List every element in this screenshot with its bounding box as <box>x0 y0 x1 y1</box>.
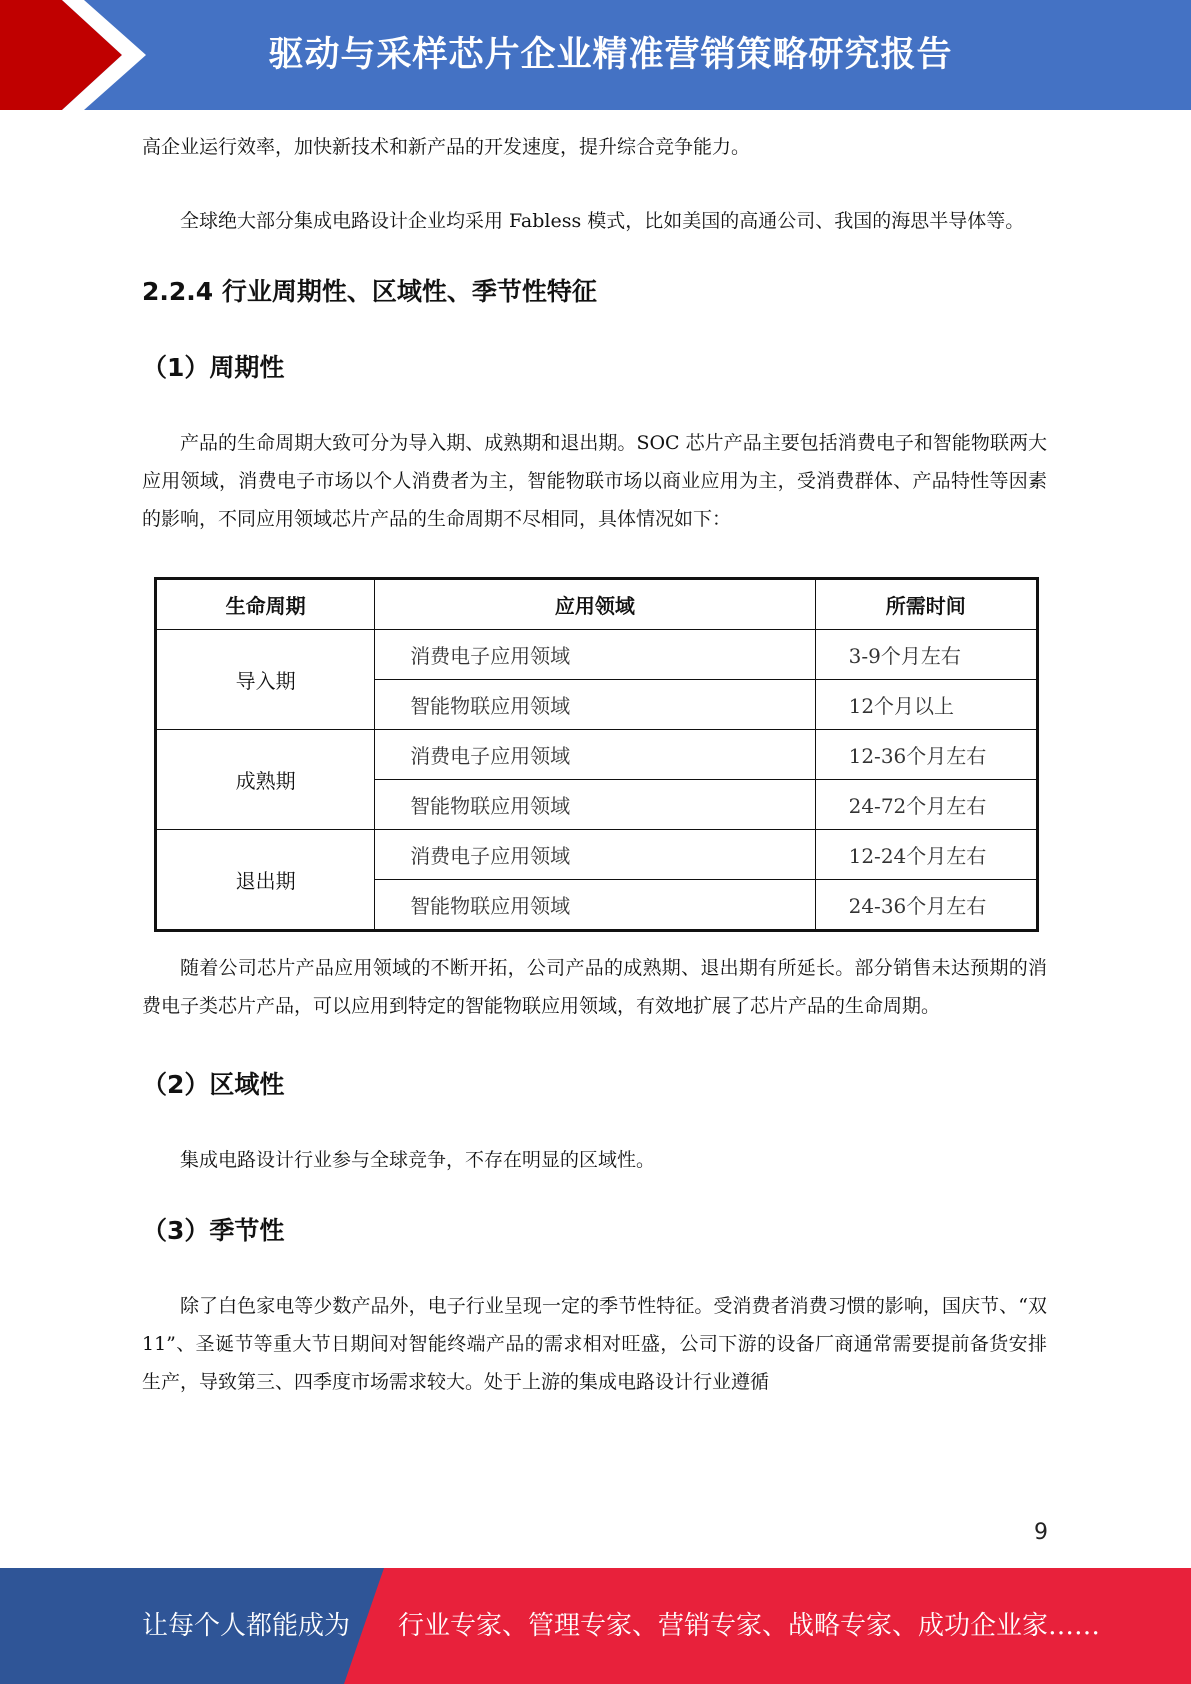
footer-slogan-right: 行业专家、管理专家、营销专家、战略专家、成功企业家…… <box>398 1611 1101 1641</box>
page-footer <box>0 1568 1191 1684</box>
subheading-seasonality: （3）季节性 <box>142 1216 285 1245</box>
page-number: 9 <box>1034 1520 1048 1545</box>
time-cell: 24-36个月左右 <box>815 880 1037 931</box>
paragraph-2: 全球绝大部分集成电路设计企业均采用 Fabless 模式，比如美国的高通公司、我国的海思半导体等。 <box>180 210 1025 232</box>
domain-cell: 智能物联应用领域 <box>375 680 815 730</box>
domain-cell: 消费电子应用领域 <box>375 730 815 780</box>
time-cell: 12-36个月左右 <box>815 730 1037 780</box>
paragraph-6: 除了白色家电等少数产品外，电子行业呈现一定的季节性特征。受消费者消费习惯的影响，国庆节、“双 11”、圣诞节等重大节日期间对智能终端产品的需求相对旺盛，公司下游的设备厂商通常需要提前备货安排生产，导致第三、四季度市场需求较大。处于上游的集成电路设计行业遵循 <box>142 1295 1047 1393</box>
paragraph-5: 集成电路设计行业参与全球竞争，不存在明显的区域性。 <box>180 1149 656 1171</box>
paragraph-3: 产品的生命周期大致可分为导入期、成熟期和退出期。SOC 芯片产品主要包括消费电子和智能物联两大应用领域，消费电子市场以个人消费者为主，智能物联市场以商业应用为主，受消费群体、产品特性等因素的影响，不同应用领域芯片产品的生命周期不尽相同，具体情况如下： <box>142 432 1047 530</box>
table-header-domain: 应用领域 <box>375 579 815 630</box>
stage-cell: 导入期 <box>156 630 375 730</box>
paragraph-4: 随着公司芯片产品应用领域的不断开拓，公司产品的成熟期、退出期有所延长。部分销售未达预期的消费电子类芯片产品，可以应用到特定的智能物联应用领域，有效地扩展了芯片产品的生命周期。 <box>142 957 1047 1017</box>
table-row <box>156 730 1038 780</box>
table-header-row <box>156 579 1038 630</box>
time-cell: 24-72个月左右 <box>815 780 1037 830</box>
stage-cell: 退出期 <box>156 830 375 931</box>
footer-slogan-left: 让每个人都能成为 <box>142 1611 351 1641</box>
table-row <box>156 630 1038 680</box>
table-row <box>156 830 1038 880</box>
report-title: 驱动与采样芯片企业精准营销策略研究报告 <box>268 35 953 75</box>
page-header <box>0 0 1191 110</box>
domain-cell: 智能物联应用领域 <box>375 880 815 931</box>
time-cell: 3-9个月左右 <box>815 630 1037 680</box>
table-header-time: 所需时间 <box>815 579 1037 630</box>
time-cell: 12-24个月左右 <box>815 830 1037 880</box>
table-header-stage: 生命周期 <box>156 579 375 630</box>
lifecycle-table <box>154 577 1039 932</box>
stage-cell: 成熟期 <box>156 730 375 830</box>
time-cell: 12个月以上 <box>815 680 1037 730</box>
subheading-cyclicality: （1）周期性 <box>142 353 285 382</box>
page-content <box>142 128 1047 1401</box>
subheading-regionality: （2）区域性 <box>142 1070 285 1099</box>
domain-cell: 消费电子应用领域 <box>375 830 815 880</box>
section-heading: 2.2.4 行业周期性、区域性、季节性特征 <box>142 277 597 306</box>
domain-cell: 消费电子应用领域 <box>375 630 815 680</box>
domain-cell: 智能物联应用领域 <box>375 780 815 830</box>
paragraph-1: 高企业运行效率，加快新技术和新产品的开发速度，提升综合竞争能力。 <box>142 136 751 158</box>
